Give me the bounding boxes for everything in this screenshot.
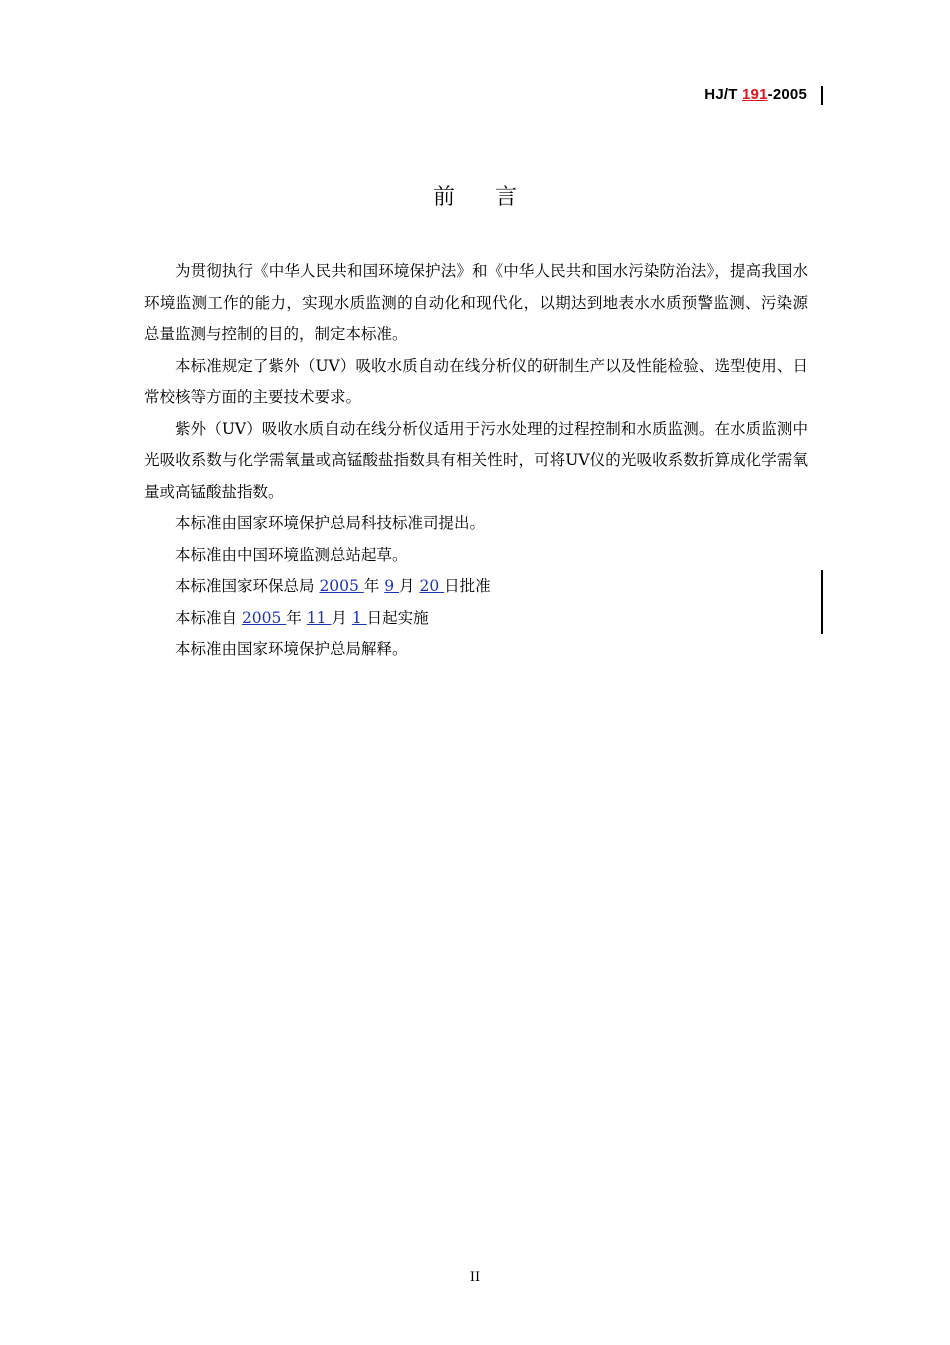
code-suffix: -2005: [767, 86, 807, 103]
implementation-day[interactable]: 1: [351, 608, 367, 627]
implementation-year[interactable]: 2005: [241, 608, 287, 627]
year-char: 年: [286, 608, 307, 627]
paragraph-2: 本标准规定了紫外（UV）吸收水质自动在线分析仪的研制生产以及性能检验、选型使用、日常校核等方面的主要技术要求。: [144, 356, 808, 406]
approval-year[interactable]: 2005: [319, 577, 364, 595]
page-number: II: [469, 1270, 481, 1285]
approval-month[interactable]: 9: [384, 577, 400, 595]
approval-prefix: 本标准国家环保总局: [175, 577, 320, 595]
paragraph-5: 本标准由中国环境监测总站起草。: [175, 545, 408, 564]
paragraph-3: 紫外（UV）吸收水质自动在线分析仪适用于污水处理的过程控制和水质监测。在水质监测中光吸收系数与化学需氧量或高锰酸盐指数具有相关性时，可将UV仪的光吸收系数折算成化学需氧量或高锰酸盐指数。: [144, 419, 808, 501]
approval-day[interactable]: 20: [419, 577, 445, 595]
approval-suffix: 日批准: [444, 577, 491, 595]
implementation-suffix: 日起实施: [366, 608, 429, 627]
code-prefix: HJ/T: [704, 86, 742, 103]
page-title: 前言: [432, 185, 557, 210]
closing-line: 本标准由国家环境保护总局解释。: [175, 640, 408, 658]
document-code: [704, 86, 807, 103]
month-char: 月: [399, 577, 420, 595]
paragraph-4: 本标准由国家环境保护总局科技标准司提出。: [175, 514, 486, 532]
revision-bar-body: [821, 570, 823, 634]
month-char: 月: [331, 608, 352, 627]
revision-bar-header: [821, 86, 823, 105]
code-number: 191: [741, 86, 768, 103]
paragraph-1: 为贯彻执行《中华人民共和国环境保护法》和《中华人民共和国水污染防治法》，提高我国水环境监测工作的能力，实现水质监测的自动化和现代化，以期达到地表水水质预警监测、污染源总量监测与控制的目的，制定本标准。: [144, 262, 808, 343]
year-char: 年: [363, 577, 385, 595]
approval-line: [144, 571, 808, 603]
foreword-body: [144, 256, 808, 666]
implementation-line: [144, 603, 808, 635]
implementation-prefix: 本标准自: [175, 608, 242, 627]
implementation-month[interactable]: 11: [306, 608, 332, 627]
